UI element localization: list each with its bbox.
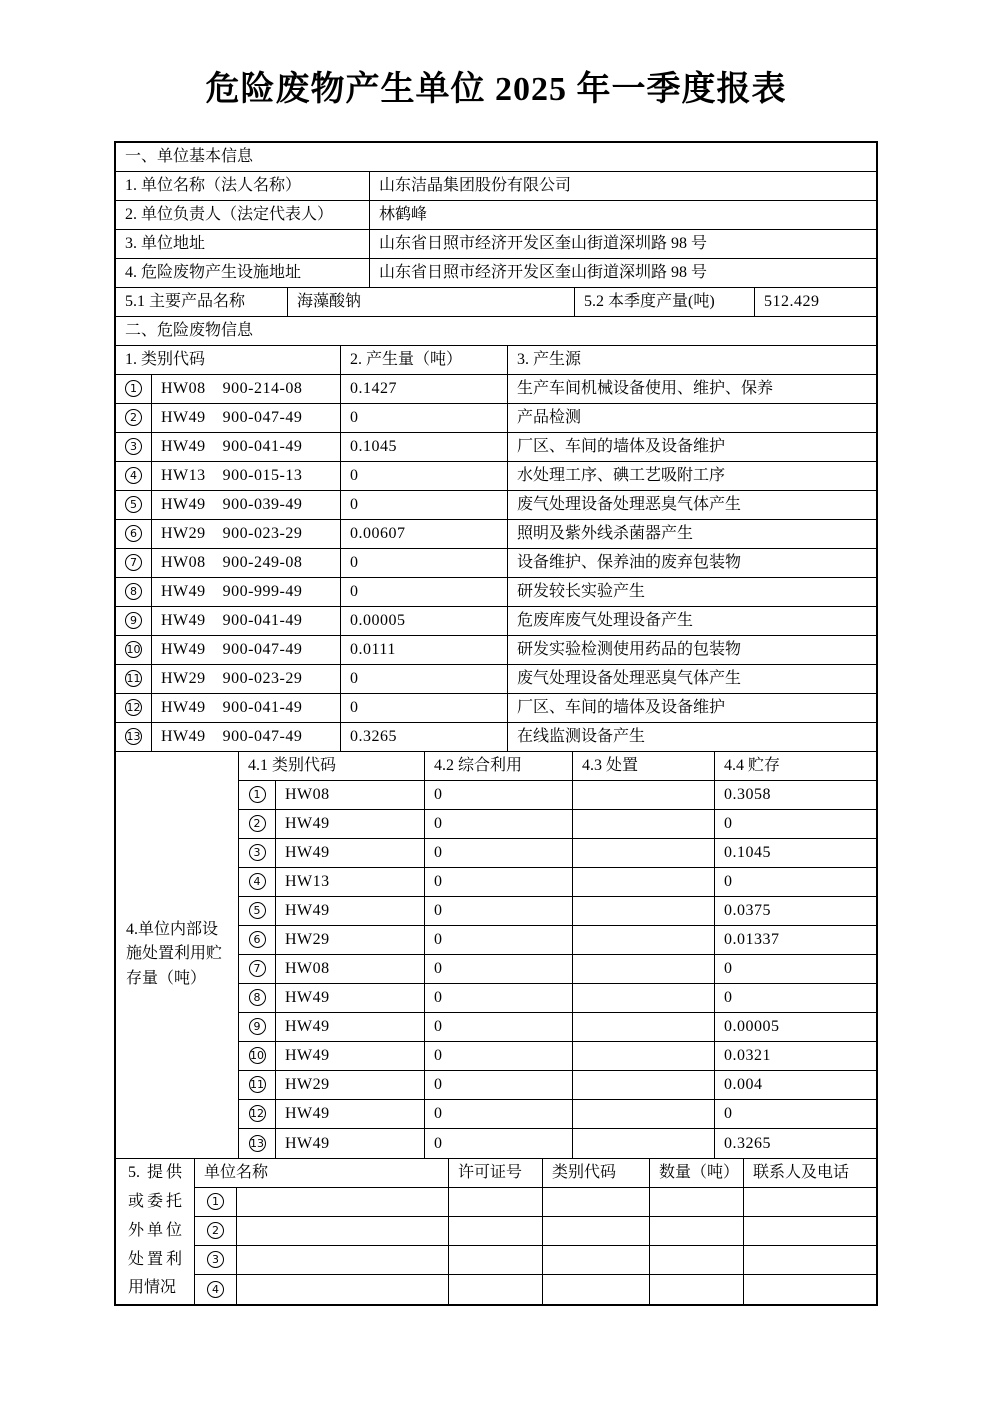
quarter-output-value: 512.429 (764, 293, 820, 311)
section4-table (239, 752, 876, 1158)
store-amount-cell: 0.00005 (724, 1018, 780, 1036)
waste-code: 900-015-13 (222, 467, 303, 485)
internal-disposal-row (239, 868, 876, 897)
row-number-badge: 2 (207, 1222, 224, 1239)
section5 (116, 1159, 876, 1304)
row-number-cell (116, 520, 152, 548)
hw-class: HW49 (161, 409, 206, 427)
col-header-store: 4.4 贮存 (724, 757, 781, 775)
dispose-amount-cell (573, 984, 715, 1012)
section4-column-header-row (239, 752, 876, 781)
field-value: 山东省日照市经济开发区奎山街道深圳路 98 号 (379, 235, 708, 253)
waste-code: 900-214-08 (222, 380, 303, 398)
section2-header: 二、危险废物信息 (125, 322, 254, 340)
row-number-cell (195, 1246, 237, 1274)
row-number-badge: 12 (126, 701, 141, 715)
table-row (116, 172, 876, 201)
dispose-amount-cell (573, 1100, 715, 1128)
waste-code: 900-041-49 (222, 612, 303, 630)
hw-class-cell: HW49 (276, 839, 425, 867)
hw-class: HW49 (161, 612, 206, 630)
col-header-license: 许可证号 (449, 1159, 543, 1187)
field-value: 山东洁晶集团股份有限公司 (379, 177, 572, 195)
recycle-amount-cell: 0 (425, 1042, 573, 1070)
hw-class: HW49 (161, 728, 206, 746)
report-page (114, 0, 878, 1306)
hw-class-cell: HW49 (276, 1042, 425, 1070)
dispose-amount-cell (573, 1071, 715, 1099)
hw-class: HW08 (161, 554, 206, 572)
row-number-cell (195, 1217, 237, 1245)
row-number-cell (116, 375, 152, 403)
waste-code-cell (152, 462, 341, 490)
internal-disposal-row (239, 1013, 876, 1042)
waste-code: 900-023-29 (222, 525, 303, 543)
field-value: 林鹤峰 (379, 206, 428, 224)
dispose-amount-cell (573, 1013, 715, 1041)
hw-class-cell: HW49 (276, 897, 425, 925)
col-header-category-code: 4.1 类别代码 (239, 752, 425, 780)
waste-row (116, 636, 876, 665)
recycle-amount-cell: 0 (425, 1013, 573, 1041)
row-number-badge: 9 (125, 612, 142, 629)
external-unit-row (195, 1275, 876, 1304)
hw-class-cell: HW49 (276, 1100, 425, 1128)
row-number-cell (116, 607, 152, 635)
section1-header: 一、单位基本信息 (125, 148, 254, 166)
source-cell: 产品检测 (517, 409, 582, 427)
store-amount-cell: 0.0321 (724, 1047, 771, 1065)
waste-code: 900-041-49 (222, 699, 303, 717)
hw-class: HW29 (161, 525, 206, 543)
table-row (116, 201, 876, 230)
row-number-badge: 11 (250, 1078, 264, 1092)
store-amount-cell: 0.3265 (724, 1134, 771, 1152)
waste-code-cell (152, 375, 341, 403)
row-number-cell (195, 1188, 237, 1216)
field-label: 2. 单位负责人（法定代表人） (116, 201, 370, 229)
row-number-badge: 7 (125, 554, 142, 571)
source-cell: 水处理工序、碘工艺吸附工序 (517, 467, 726, 485)
recycle-amount-cell: 0 (425, 868, 573, 896)
internal-disposal-row (239, 955, 876, 984)
internal-disposal-row (239, 1100, 876, 1129)
table-row (116, 230, 876, 259)
generated-amount-cell: 0.1427 (341, 375, 508, 403)
generated-amount-cell: 0.1045 (341, 433, 508, 461)
section4-label-cell (116, 752, 239, 1158)
waste-code: 900-047-49 (222, 728, 303, 746)
source-cell: 照明及紫外线杀菌器产生 (517, 525, 694, 543)
waste-code-cell (152, 520, 341, 548)
store-amount-cell: 0.0375 (724, 902, 771, 920)
source-cell: 生产车间机械设备使用、维护、保养 (517, 380, 774, 398)
section5-label-cell (116, 1159, 195, 1304)
generated-amount-cell: 0 (341, 491, 508, 519)
amount-cell (650, 1217, 744, 1245)
internal-disposal-row (239, 839, 876, 868)
license-cell (449, 1275, 543, 1304)
recycle-amount-cell: 0 (425, 781, 573, 809)
row-number-cell (116, 433, 152, 461)
internal-disposal-row (239, 897, 876, 926)
amount-cell (650, 1188, 744, 1216)
waste-code-cell (152, 665, 341, 693)
source-cell: 设备维护、保养油的废弃包装物 (517, 554, 742, 572)
license-cell (449, 1217, 543, 1245)
row-number-cell (116, 723, 152, 751)
dispose-amount-cell (573, 810, 715, 838)
waste-code: 900-249-08 (222, 554, 303, 572)
row-number-badge: 2 (249, 815, 266, 832)
recycle-amount-cell: 0 (425, 810, 573, 838)
generated-amount-cell: 0 (341, 462, 508, 490)
store-amount-cell: 0.3058 (724, 786, 771, 804)
row-number-badge: 3 (207, 1251, 224, 1268)
row-number-badge: 10 (126, 643, 141, 657)
amount-cell (650, 1275, 744, 1304)
hw-class-cell: HW08 (276, 955, 425, 983)
row-number-cell (116, 694, 152, 722)
internal-disposal-row (239, 781, 876, 810)
row-number-badge: 8 (125, 583, 142, 600)
generated-amount-cell: 0.0111 (341, 636, 508, 664)
store-amount-cell: 0 (724, 873, 733, 891)
source-cell: 研发实验检测使用药品的包装物 (517, 641, 742, 659)
store-amount-cell: 0 (724, 960, 733, 978)
source-cell: 厂区、车间的墙体及设备维护 (517, 438, 726, 456)
waste-code: 900-041-49 (222, 438, 303, 456)
col-header-category-code: 类别代码 (543, 1159, 650, 1187)
product-name-value: 海藻酸钠 (288, 288, 575, 316)
col-header-source: 3. 产生源 (517, 351, 582, 369)
waste-code-cell (152, 433, 341, 461)
row-number-badge: 6 (249, 931, 266, 948)
unit-name-cell (237, 1217, 449, 1245)
hw-class: HW08 (161, 380, 206, 398)
row-number-cell (116, 462, 152, 490)
row-number-badge: 5 (125, 496, 142, 513)
row-number-cell (239, 955, 276, 983)
dispose-amount-cell (573, 781, 715, 809)
hw-class-cell: HW08 (276, 781, 425, 809)
row-number-badge: 1 (249, 786, 266, 803)
generated-amount-cell: 0 (341, 404, 508, 432)
waste-row (116, 520, 876, 549)
recycle-amount-cell: 0 (425, 839, 573, 867)
hw-class: HW13 (161, 467, 206, 485)
category-code-cell (543, 1246, 650, 1274)
section2-column-header-row (116, 346, 876, 375)
report-table (114, 141, 878, 1306)
unit-name-cell (237, 1246, 449, 1274)
section5-label: 5. 提供或委托外单位处置利用情况 (128, 1164, 182, 1297)
row-number-cell (239, 984, 276, 1012)
waste-code: 900-039-49 (222, 496, 303, 514)
contact-cell (744, 1217, 876, 1245)
row-number-cell (239, 1100, 276, 1128)
hw-class-cell: HW49 (276, 984, 425, 1012)
recycle-amount-cell: 0 (425, 955, 573, 983)
hw-class: HW29 (161, 670, 206, 688)
row-number-cell (239, 781, 276, 809)
dispose-amount-cell (573, 868, 715, 896)
store-amount-cell: 0.01337 (724, 931, 780, 949)
row-number-cell (239, 897, 276, 925)
generated-amount-cell: 0.00607 (341, 520, 508, 548)
section5-column-header-row (195, 1159, 876, 1188)
table-row (116, 259, 876, 288)
store-amount-cell: 0.004 (724, 1076, 763, 1094)
generated-amount-cell: 0 (341, 665, 508, 693)
generated-amount-cell: 0 (341, 549, 508, 577)
hw-class: HW49 (161, 438, 206, 456)
category-code-cell (543, 1275, 650, 1304)
row-number-badge: 7 (249, 960, 266, 977)
internal-disposal-row (239, 984, 876, 1013)
row-number-cell (116, 491, 152, 519)
row-number-cell (116, 636, 152, 664)
col-header-category-code: 1. 类别代码 (116, 346, 341, 374)
waste-row (116, 607, 876, 636)
internal-disposal-row (239, 810, 876, 839)
row-number-badge: 10 (250, 1049, 264, 1063)
unit-name-cell (237, 1188, 449, 1216)
row-number-cell (239, 1013, 276, 1041)
hw-class: HW49 (161, 699, 206, 717)
external-unit-row (195, 1217, 876, 1246)
row-number-badge: 5 (249, 902, 266, 919)
category-code-cell (543, 1217, 650, 1245)
waste-code: 900-999-49 (222, 583, 303, 601)
waste-row (116, 665, 876, 694)
waste-code-cell (152, 578, 341, 606)
row-number-cell (239, 1042, 276, 1070)
waste-row (116, 491, 876, 520)
amount-cell (650, 1246, 744, 1274)
generated-amount-cell: 0 (341, 694, 508, 722)
row-number-cell (239, 839, 276, 867)
section5-table (195, 1159, 876, 1304)
hw-class: HW49 (161, 641, 206, 659)
section4 (116, 752, 876, 1159)
dispose-amount-cell (573, 1042, 715, 1070)
category-code-cell (543, 1188, 650, 1216)
row-number-cell (239, 810, 276, 838)
generated-amount-cell: 0.00005 (341, 607, 508, 635)
generated-amount-cell: 0 (341, 578, 508, 606)
waste-code-cell (152, 694, 341, 722)
store-amount-cell: 0.1045 (724, 844, 771, 862)
field-value: 山东省日照市经济开发区奎山街道深圳路 98 号 (379, 264, 708, 282)
source-cell: 废气处理设备处理恶臭气体产生 (517, 496, 742, 514)
col-header-recycle: 4.2 综合利用 (425, 752, 573, 780)
product-name-label: 5.1 主要产品名称 (116, 288, 288, 316)
store-amount-cell: 0 (724, 1105, 733, 1123)
recycle-amount-cell: 0 (425, 1100, 573, 1128)
dispose-amount-cell (573, 955, 715, 983)
row-number-badge: 3 (125, 438, 142, 455)
external-unit-row (195, 1188, 876, 1217)
row-number-badge: 4 (207, 1281, 224, 1298)
waste-row (116, 433, 876, 462)
source-cell: 危废库废气处理设备产生 (517, 612, 694, 630)
row-number-cell (116, 404, 152, 432)
row-number-cell (116, 549, 152, 577)
source-cell: 废气处理设备处理恶臭气体产生 (517, 670, 742, 688)
internal-disposal-row (239, 1071, 876, 1100)
contact-cell (744, 1246, 876, 1274)
row-number-cell (116, 578, 152, 606)
row-number-cell (239, 926, 276, 954)
field-label: 1. 单位名称（法人名称） (116, 172, 370, 200)
row-number-cell (116, 665, 152, 693)
row-number-badge: 8 (249, 989, 266, 1006)
field-label: 4. 危险废物产生设施地址 (116, 259, 370, 287)
unit-name-cell (237, 1275, 449, 1304)
waste-row (116, 694, 876, 723)
row-number-badge: 12 (250, 1107, 264, 1121)
waste-code: 900-047-49 (222, 641, 303, 659)
section1-header-row (116, 143, 876, 172)
row-number-cell (239, 1129, 276, 1158)
generated-amount-cell: 0.3265 (341, 723, 508, 751)
col-header-amount: 数量（吨） (650, 1159, 744, 1187)
license-cell (449, 1188, 543, 1216)
waste-code-cell (152, 723, 341, 751)
internal-disposal-row (239, 1129, 876, 1158)
license-cell (449, 1246, 543, 1274)
hw-class-cell: HW49 (276, 1129, 425, 1158)
row-number-badge: 2 (125, 409, 142, 426)
row-number-badge: 11 (126, 672, 141, 686)
col-header-generated-amount: 2. 产生量（吨） (341, 346, 508, 374)
hw-class-cell: HW13 (276, 868, 425, 896)
hw-class-cell: HW29 (276, 1071, 425, 1099)
row-number-badge: 1 (207, 1193, 224, 1210)
source-cell: 在线监测设备产生 (517, 728, 646, 746)
dispose-amount-cell (573, 926, 715, 954)
contact-cell (744, 1275, 876, 1304)
store-amount-cell: 0 (724, 815, 733, 833)
hw-class: HW49 (161, 583, 206, 601)
source-cell: 研发较长实验产生 (517, 583, 646, 601)
hw-class-cell: HW49 (276, 810, 425, 838)
recycle-amount-cell: 0 (425, 1129, 573, 1158)
waste-code-cell (152, 636, 341, 664)
dispose-amount-cell (573, 897, 715, 925)
waste-code: 900-023-29 (222, 670, 303, 688)
row-number-badge: 13 (126, 730, 141, 744)
store-amount-cell: 0 (724, 989, 733, 1007)
col-header-contact: 联系人及电话 (753, 1164, 850, 1182)
product-row (116, 288, 876, 317)
recycle-amount-cell: 0 (425, 1071, 573, 1099)
waste-code-cell (152, 549, 341, 577)
waste-row (116, 462, 876, 491)
section2-header-row (116, 317, 876, 346)
internal-disposal-row (239, 1042, 876, 1071)
row-number-badge: 4 (125, 467, 142, 484)
contact-cell (744, 1188, 876, 1216)
row-number-cell (239, 1071, 276, 1099)
section4-label: 4.单位内部设施处置利用贮存量（吨） (126, 920, 223, 988)
dispose-amount-cell (573, 1129, 715, 1158)
hw-class-cell: HW29 (276, 926, 425, 954)
recycle-amount-cell: 0 (425, 897, 573, 925)
row-number-badge: 9 (249, 1018, 266, 1035)
source-cell: 厂区、车间的墙体及设备维护 (517, 699, 726, 717)
external-unit-row (195, 1246, 876, 1275)
waste-code: 900-047-49 (222, 409, 303, 427)
waste-row (116, 375, 876, 404)
waste-code-cell (152, 404, 341, 432)
row-number-badge: 6 (125, 525, 142, 542)
waste-row (116, 578, 876, 607)
waste-code-cell (152, 491, 341, 519)
recycle-amount-cell: 0 (425, 984, 573, 1012)
waste-row (116, 723, 876, 752)
hw-class-cell: HW49 (276, 1013, 425, 1041)
row-number-cell (239, 868, 276, 896)
quarter-output-label: 5.2 本季度产量(吨) (575, 288, 755, 316)
hw-class: HW49 (161, 496, 206, 514)
page-title: 危险废物产生单位 2025 年一季度报表 (205, 71, 787, 108)
row-number-badge: 13 (250, 1136, 264, 1150)
row-number-cell (195, 1275, 237, 1304)
row-number-badge: 4 (249, 873, 266, 890)
col-header-unit-name: 单位名称 (195, 1159, 449, 1187)
field-label: 3. 单位地址 (116, 230, 370, 258)
row-number-badge: 1 (125, 380, 142, 397)
waste-row (116, 404, 876, 433)
recycle-amount-cell: 0 (425, 926, 573, 954)
row-number-badge: 3 (249, 844, 266, 861)
waste-code-cell (152, 607, 341, 635)
dispose-amount-cell (573, 839, 715, 867)
waste-row (116, 549, 876, 578)
col-header-dispose: 4.3 处置 (573, 752, 715, 780)
internal-disposal-row (239, 926, 876, 955)
